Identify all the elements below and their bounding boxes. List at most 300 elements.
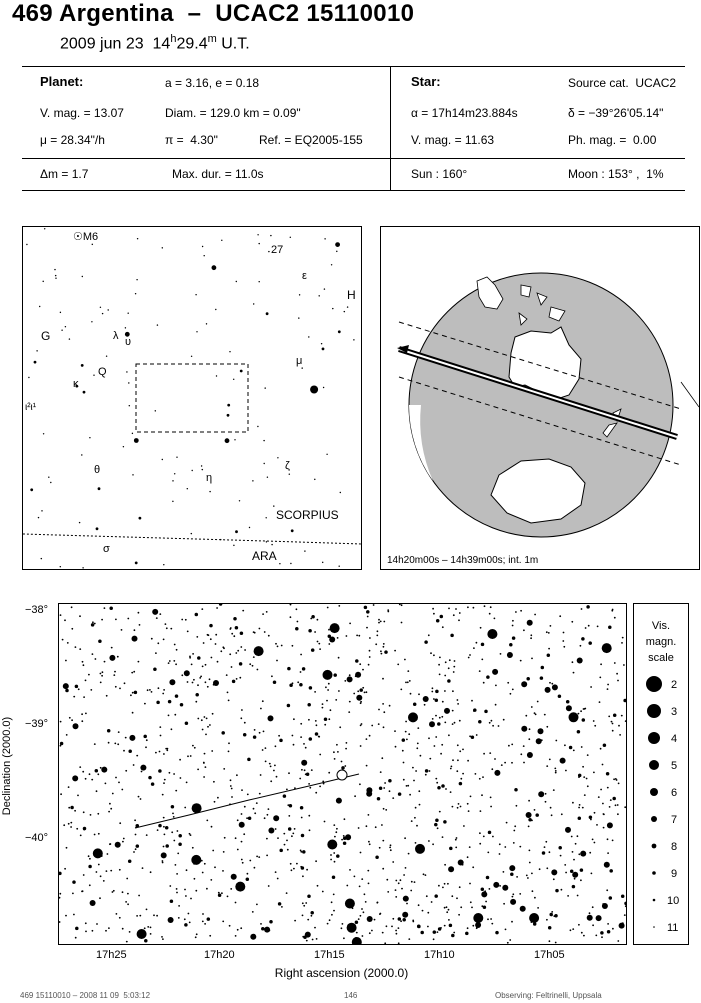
star-dot bbox=[437, 931, 439, 933]
star-dot bbox=[526, 812, 532, 818]
star-dot bbox=[416, 747, 418, 749]
star-dot bbox=[596, 824, 598, 826]
star-dot bbox=[383, 646, 385, 648]
star-dot bbox=[334, 836, 336, 838]
star-dot bbox=[257, 234, 258, 235]
star-dot bbox=[209, 491, 210, 492]
star-dot bbox=[603, 827, 605, 829]
star-dot bbox=[134, 691, 138, 695]
star-dot bbox=[607, 822, 613, 828]
star-dot bbox=[355, 659, 359, 663]
star-dot bbox=[308, 783, 310, 785]
star-dot bbox=[235, 902, 237, 904]
star-dot bbox=[467, 803, 469, 805]
star-dot bbox=[323, 387, 324, 388]
star-dot bbox=[499, 843, 501, 845]
star-dot bbox=[476, 734, 478, 736]
star-dot bbox=[454, 660, 456, 662]
star-dot bbox=[366, 691, 368, 693]
star-dot bbox=[308, 336, 309, 337]
star-dot bbox=[459, 782, 463, 786]
star-dot bbox=[168, 917, 174, 923]
star-dot bbox=[217, 797, 219, 799]
star-dot bbox=[273, 505, 274, 506]
star-dot bbox=[174, 714, 176, 716]
star-dot bbox=[481, 888, 485, 892]
star-dot bbox=[547, 654, 551, 658]
star-dot bbox=[388, 779, 392, 783]
star-dot bbox=[186, 782, 188, 784]
star-dot bbox=[541, 739, 543, 741]
star-dot bbox=[268, 715, 274, 721]
star-dot bbox=[463, 825, 465, 827]
star-dot bbox=[366, 791, 372, 797]
star-dot bbox=[549, 940, 551, 942]
star-dot bbox=[617, 940, 619, 942]
star-dot bbox=[581, 932, 583, 934]
star-dot bbox=[159, 726, 161, 728]
star-dot bbox=[507, 652, 513, 658]
star-dot bbox=[514, 788, 518, 792]
star-dot bbox=[297, 681, 299, 683]
star-dot bbox=[221, 240, 222, 241]
star-dot bbox=[446, 906, 448, 908]
star-dot bbox=[92, 244, 93, 245]
star-dot bbox=[92, 621, 94, 623]
star-dot bbox=[431, 691, 433, 693]
star-dot bbox=[608, 625, 612, 629]
star-dot bbox=[529, 862, 531, 864]
star-dot bbox=[202, 246, 203, 247]
star-dot bbox=[594, 725, 596, 727]
star-dot bbox=[360, 702, 362, 704]
star-dot bbox=[139, 624, 141, 626]
star-dot bbox=[448, 866, 454, 872]
dec-tick-40: −40° bbox=[25, 832, 49, 844]
star-dot bbox=[129, 405, 130, 406]
star-dot bbox=[561, 889, 563, 891]
star-dot bbox=[233, 635, 235, 637]
star-dot bbox=[468, 810, 470, 812]
star-dot bbox=[300, 866, 302, 868]
scale-dot-8 bbox=[652, 844, 657, 849]
star-dot bbox=[220, 650, 222, 652]
star-dot bbox=[353, 339, 354, 340]
label-g: G bbox=[41, 329, 51, 343]
star-dot bbox=[513, 830, 515, 832]
star-dot bbox=[44, 228, 45, 229]
star-dot bbox=[564, 744, 566, 746]
star-dot bbox=[504, 762, 506, 764]
star-dot bbox=[266, 855, 268, 857]
star-dot bbox=[231, 633, 233, 635]
star-dot bbox=[315, 792, 317, 794]
star-dot bbox=[406, 903, 408, 905]
label-upsilon: υ bbox=[125, 336, 132, 348]
star-dot bbox=[65, 326, 66, 327]
star-dot bbox=[580, 851, 586, 857]
track-extension bbox=[681, 382, 699, 407]
star-dot bbox=[100, 855, 102, 857]
star-dot bbox=[156, 617, 158, 619]
star-dot bbox=[201, 719, 203, 721]
star-dot bbox=[365, 901, 367, 903]
star-dot bbox=[310, 618, 312, 620]
star-dot bbox=[384, 942, 386, 944]
star-dot bbox=[59, 893, 61, 895]
star-dot bbox=[380, 771, 382, 773]
star-dot bbox=[223, 647, 225, 649]
star-dot bbox=[123, 446, 124, 447]
star-dot bbox=[383, 643, 385, 645]
star-dot bbox=[195, 936, 197, 938]
star-dot bbox=[114, 671, 116, 673]
star-dot bbox=[542, 851, 546, 855]
star-dot bbox=[312, 939, 314, 941]
star-dot bbox=[189, 656, 191, 658]
star-dot bbox=[614, 662, 616, 664]
star-dot bbox=[314, 631, 316, 633]
star-dot bbox=[607, 838, 609, 840]
star-dot bbox=[395, 889, 397, 891]
star-dot bbox=[341, 839, 343, 841]
star-dot bbox=[417, 727, 419, 729]
star-dot bbox=[332, 308, 333, 309]
star-dot bbox=[467, 927, 469, 929]
star-dot bbox=[296, 863, 298, 865]
star-dot bbox=[398, 882, 400, 884]
star-dot bbox=[454, 722, 456, 724]
star-dot bbox=[566, 700, 570, 704]
star-dot bbox=[163, 826, 165, 828]
star-dot bbox=[111, 647, 113, 649]
star-dot bbox=[607, 787, 609, 789]
star-dot bbox=[161, 936, 163, 938]
star-dot bbox=[143, 735, 147, 739]
star-dot bbox=[153, 914, 155, 916]
star-dot bbox=[260, 708, 262, 710]
star-dot bbox=[190, 898, 192, 900]
star-dot bbox=[229, 351, 230, 352]
star-dot bbox=[202, 666, 204, 668]
star-dot bbox=[565, 770, 567, 772]
star-dot bbox=[415, 770, 417, 772]
star-dot bbox=[175, 790, 177, 792]
star-dot bbox=[166, 749, 168, 751]
star-dot bbox=[170, 900, 174, 904]
star-dot bbox=[369, 932, 371, 934]
star-dot bbox=[108, 811, 110, 813]
star-dot bbox=[110, 808, 112, 810]
star-dot bbox=[519, 893, 521, 895]
star-dot bbox=[358, 635, 360, 637]
star-dot bbox=[277, 837, 279, 839]
star-dot bbox=[230, 627, 232, 629]
star-dot bbox=[151, 782, 155, 786]
star-dot bbox=[63, 824, 65, 826]
star-dot bbox=[433, 654, 435, 656]
star-dot bbox=[290, 237, 291, 238]
star-dot bbox=[157, 829, 159, 831]
star-dot bbox=[343, 937, 345, 939]
star-dot bbox=[263, 731, 265, 733]
star-dot bbox=[434, 894, 438, 898]
star-dot bbox=[80, 835, 82, 837]
star-dot bbox=[437, 722, 441, 726]
star-dot bbox=[590, 819, 592, 821]
star-dot bbox=[316, 938, 318, 940]
star-dot bbox=[364, 692, 366, 694]
scale-dot-5 bbox=[649, 760, 659, 770]
star-dot bbox=[309, 737, 313, 741]
scale-label-9: 9 bbox=[671, 868, 678, 880]
star-dot bbox=[170, 628, 172, 630]
star-dot bbox=[290, 863, 292, 865]
star-dot bbox=[254, 867, 256, 869]
star-dot bbox=[73, 696, 75, 698]
star-dot bbox=[492, 836, 494, 838]
star-dot bbox=[491, 720, 493, 722]
star-dot bbox=[599, 677, 601, 679]
star-dot bbox=[72, 893, 74, 895]
star-dot bbox=[277, 878, 279, 880]
star-dot bbox=[82, 567, 83, 568]
star-dot bbox=[221, 892, 223, 894]
star-dot bbox=[592, 906, 594, 908]
star-dot bbox=[281, 645, 283, 647]
star-dot bbox=[343, 842, 347, 846]
star-dot bbox=[101, 619, 103, 621]
star-dot bbox=[602, 803, 604, 805]
star-dot bbox=[573, 859, 575, 861]
star-dot bbox=[381, 824, 383, 826]
star-dot bbox=[118, 782, 120, 784]
star-dot bbox=[511, 744, 513, 746]
star-dot bbox=[269, 763, 271, 765]
star-dot bbox=[276, 776, 278, 778]
star-dot bbox=[185, 619, 187, 621]
star-dot bbox=[335, 242, 340, 247]
star-dot bbox=[619, 923, 625, 929]
star-dot bbox=[450, 768, 452, 770]
scale-label-5: 5 bbox=[671, 760, 678, 772]
star-dot bbox=[206, 820, 208, 822]
star-dot bbox=[390, 844, 392, 846]
star-dot bbox=[308, 629, 312, 633]
scale-label-8: 8 bbox=[671, 841, 678, 853]
star-dot bbox=[147, 926, 149, 928]
star-dot bbox=[459, 612, 461, 614]
star-dot bbox=[102, 671, 104, 673]
star-dot bbox=[211, 826, 213, 828]
star-dot bbox=[36, 350, 37, 351]
label-iota: ι²ι¹ bbox=[25, 402, 37, 413]
star-dot bbox=[459, 720, 461, 722]
star-dot bbox=[391, 926, 393, 928]
star-dot bbox=[444, 925, 446, 927]
star-dot bbox=[367, 870, 369, 872]
star-dot bbox=[169, 660, 171, 662]
star-dot bbox=[271, 675, 273, 677]
star-dot bbox=[55, 277, 56, 278]
star-dot bbox=[117, 656, 119, 658]
star-dot bbox=[124, 682, 126, 684]
star-dot bbox=[262, 700, 264, 702]
star-dot bbox=[266, 312, 269, 315]
star-dot bbox=[61, 329, 62, 330]
globe-caption: 14h20m00s – 14h39m00s; int. 1m bbox=[387, 555, 539, 566]
star-dot bbox=[489, 613, 491, 615]
star-dot bbox=[397, 664, 399, 666]
star-dot bbox=[593, 720, 595, 722]
star-dot bbox=[621, 642, 623, 644]
star-dot bbox=[175, 864, 177, 866]
star-dot bbox=[241, 859, 243, 861]
star-dot bbox=[333, 894, 335, 896]
planet-motion: μ = 28.34"/h bbox=[40, 133, 105, 147]
star-dot bbox=[266, 838, 268, 840]
star-dot bbox=[307, 895, 311, 899]
star-dot bbox=[580, 868, 584, 872]
star-dot bbox=[520, 660, 522, 662]
star-dot bbox=[96, 527, 99, 530]
star-dot bbox=[467, 606, 469, 608]
star-dot bbox=[104, 661, 106, 663]
star-dot bbox=[449, 847, 453, 851]
star-dot bbox=[203, 255, 204, 256]
star-dot bbox=[236, 774, 238, 776]
star-dot bbox=[398, 792, 402, 796]
star-dot bbox=[613, 778, 615, 780]
star-dot bbox=[330, 623, 340, 633]
star-dot bbox=[408, 853, 410, 855]
star-dot bbox=[132, 636, 138, 642]
star-dot bbox=[452, 690, 454, 692]
star-dot bbox=[553, 878, 555, 880]
star-dot bbox=[180, 703, 184, 707]
star-dot bbox=[503, 719, 505, 721]
ra-tick-1705: 17h05 bbox=[534, 949, 565, 961]
star-dot bbox=[432, 687, 434, 689]
star-dot bbox=[449, 659, 451, 661]
star-dot bbox=[247, 873, 249, 875]
star-dot bbox=[218, 893, 222, 897]
star-dot bbox=[133, 671, 135, 673]
star-dot bbox=[307, 919, 309, 921]
star-dot bbox=[582, 807, 584, 809]
star-dot bbox=[304, 769, 306, 771]
star-dot bbox=[321, 343, 322, 344]
star-dot bbox=[465, 932, 469, 936]
star-dot bbox=[85, 680, 87, 682]
star-dot bbox=[215, 643, 217, 645]
star-dot bbox=[452, 806, 454, 808]
star-dot bbox=[88, 855, 90, 857]
star-dot bbox=[371, 930, 373, 932]
star-dot bbox=[159, 613, 161, 615]
star-dot bbox=[75, 927, 79, 931]
label-kappa: κ bbox=[73, 378, 79, 390]
star-dot bbox=[340, 492, 341, 493]
star-dot bbox=[202, 729, 204, 731]
star-dot bbox=[404, 659, 406, 661]
star-dot bbox=[490, 797, 492, 799]
star-dot bbox=[115, 619, 117, 621]
star-dot bbox=[590, 686, 592, 688]
star-dot bbox=[416, 825, 418, 827]
star-dot bbox=[621, 894, 625, 898]
star-dot bbox=[107, 309, 108, 310]
star-dot bbox=[231, 874, 237, 880]
star-dot bbox=[79, 766, 81, 768]
star-dot bbox=[486, 876, 490, 880]
star-dot bbox=[572, 872, 578, 878]
star-dot bbox=[470, 796, 472, 798]
star-dot bbox=[234, 439, 235, 440]
star-dot bbox=[253, 808, 255, 810]
star-dot bbox=[460, 906, 462, 908]
star-dot bbox=[509, 643, 513, 647]
star-dot bbox=[54, 269, 55, 270]
star-dot bbox=[85, 931, 87, 933]
scale-dot-11 bbox=[653, 926, 655, 928]
event-date: 2009 jun 23 bbox=[60, 35, 144, 53]
star-dot bbox=[95, 769, 99, 773]
star-dot bbox=[289, 683, 293, 687]
star-dot bbox=[338, 690, 340, 692]
star-dot bbox=[495, 931, 499, 935]
star-dot bbox=[239, 822, 245, 828]
star-dot bbox=[103, 880, 105, 882]
scale-dot-2 bbox=[646, 676, 662, 692]
star-dot bbox=[88, 865, 92, 869]
star-chart-svg bbox=[59, 604, 626, 944]
star-dot bbox=[578, 807, 580, 809]
star-heading: Star: bbox=[411, 74, 441, 89]
asteroid-track bbox=[135, 774, 359, 828]
star-dot bbox=[309, 829, 311, 831]
star-dot bbox=[417, 852, 419, 854]
star-dot bbox=[172, 813, 174, 815]
star-dot bbox=[545, 793, 547, 795]
scale-dot-6 bbox=[650, 788, 658, 796]
star-dot bbox=[70, 806, 74, 810]
star-dot bbox=[195, 294, 196, 295]
star-dot bbox=[187, 631, 189, 633]
star-dot bbox=[329, 637, 335, 643]
star-dot bbox=[219, 604, 223, 606]
star-dot bbox=[405, 682, 407, 684]
star-dot bbox=[73, 914, 75, 916]
star-dot bbox=[140, 798, 142, 800]
star-dot bbox=[377, 630, 379, 632]
star-dot bbox=[211, 750, 213, 752]
star-dot bbox=[560, 758, 566, 764]
star-dot bbox=[235, 837, 237, 839]
star-dot bbox=[383, 711, 385, 713]
star-dot bbox=[563, 632, 565, 634]
star-dot bbox=[400, 920, 402, 922]
star-dot bbox=[485, 901, 487, 903]
star-dot bbox=[96, 923, 98, 925]
star-dot bbox=[462, 749, 464, 751]
star-dot bbox=[398, 927, 400, 929]
star-dot bbox=[389, 705, 391, 707]
star-dot bbox=[619, 734, 621, 736]
star-dot bbox=[623, 699, 626, 703]
star-dot bbox=[290, 563, 291, 564]
star-dot bbox=[510, 873, 514, 877]
